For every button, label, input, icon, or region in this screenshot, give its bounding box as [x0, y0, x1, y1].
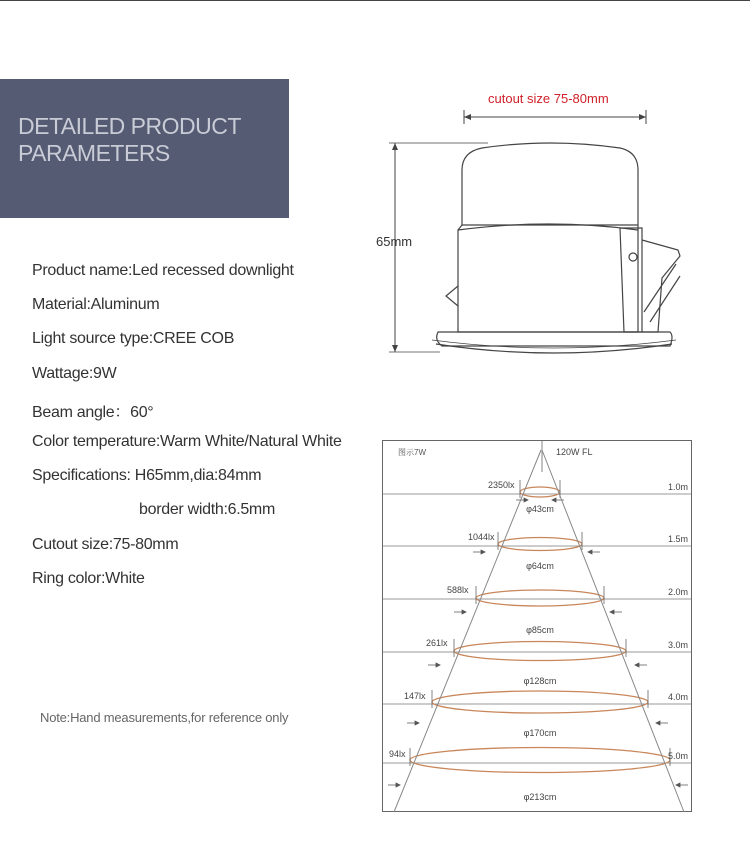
- lux-label: 261lx: [426, 638, 448, 648]
- distance-label: 1.5m: [668, 534, 689, 544]
- beam-row: [383, 748, 691, 803]
- lux-label: 588lx: [447, 585, 469, 595]
- spec-wattage: Wattage:9W: [32, 365, 117, 382]
- spec-beam-angle: Beam angle：60°: [32, 404, 154, 421]
- beam-cone-left: [394, 450, 541, 812]
- banner-title: [18, 113, 241, 167]
- chart-corner-label: 图示7W: [398, 448, 426, 457]
- arrow-right-icon: [676, 783, 688, 787]
- spec-material: Material:Aluminum: [32, 296, 160, 313]
- arrow-right-icon: [588, 550, 600, 554]
- beam-row: [383, 690, 691, 738]
- lux-label: 147lx: [404, 691, 426, 701]
- cutout-dimension-label: cutout size 75-80mm: [488, 91, 609, 106]
- banner-title-line2: PARAMETERS: [18, 140, 170, 166]
- diameter-label: φ213cm: [523, 792, 557, 802]
- distance-label: 1.0m: [668, 482, 689, 492]
- height-dimension-label: 65mm: [376, 234, 413, 249]
- beam-row: [383, 638, 691, 686]
- beam-spot-ellipse: [520, 487, 560, 497]
- diameter-label: φ43cm: [526, 504, 554, 514]
- beam-spot-ellipse: [498, 538, 582, 551]
- diameter-label: φ170cm: [523, 728, 557, 738]
- spec-light-source: Light source type:CREE COB: [32, 330, 235, 347]
- distance-label: 3.0m: [668, 640, 689, 650]
- measurement-note: Note:Hand measurements,for reference only: [40, 710, 289, 725]
- arrow-left-icon: [516, 498, 528, 502]
- beam-spot-ellipse: [432, 691, 648, 713]
- arrow-left-icon: [407, 721, 419, 725]
- spec-product-name: Product name:Led recessed downlight: [32, 262, 294, 279]
- spec-ring-color: Ring color:White: [32, 570, 145, 587]
- arrow-left-icon: [454, 610, 466, 614]
- beam-row: [383, 585, 691, 635]
- arrow-left-icon: [473, 550, 485, 554]
- diameter-label: φ64cm: [526, 561, 554, 571]
- lux-label: 2350lx: [488, 480, 515, 490]
- arrow-left-icon: [388, 783, 400, 787]
- beam-distribution-chart: [380, 440, 696, 816]
- beam-spot-ellipse: [476, 590, 604, 606]
- beam-spot-ellipse: [454, 642, 626, 661]
- spec-border-width: border width:6.5mm: [139, 501, 275, 518]
- beam-cone-right: [542, 450, 684, 812]
- beam-row: [383, 480, 691, 514]
- diameter-label: φ128cm: [523, 676, 557, 686]
- spec-cutout-size: Cutout size:75-80mm: [32, 536, 179, 553]
- spec-specifications: Specifications: H65mm,dia:84mm: [32, 467, 262, 484]
- top-divider: [0, 0, 750, 1]
- diameter-label: φ85cm: [526, 625, 554, 635]
- distance-label: 5.0m: [668, 751, 689, 761]
- distance-label: 2.0m: [668, 587, 689, 597]
- beam-spot-ellipse: [410, 748, 670, 773]
- lux-label: 94lx: [389, 749, 406, 759]
- distance-label: 4.0m: [668, 692, 689, 702]
- spec-color-temperature: Color temperature:Warm White/Natural White: [32, 433, 342, 450]
- beam-row: [383, 532, 691, 571]
- arrow-right-icon: [610, 610, 622, 614]
- chart-title: 120W FL: [556, 447, 593, 457]
- downlight-drawing: [380, 100, 710, 360]
- arrow-left-icon: [428, 663, 440, 667]
- section-banner: [0, 79, 289, 218]
- lux-label: 1044lx: [468, 532, 495, 542]
- arrow-right-icon: [656, 721, 668, 725]
- arrow-right-icon: [635, 663, 647, 667]
- banner-title-line1: DETAILED PRODUCT: [18, 113, 241, 139]
